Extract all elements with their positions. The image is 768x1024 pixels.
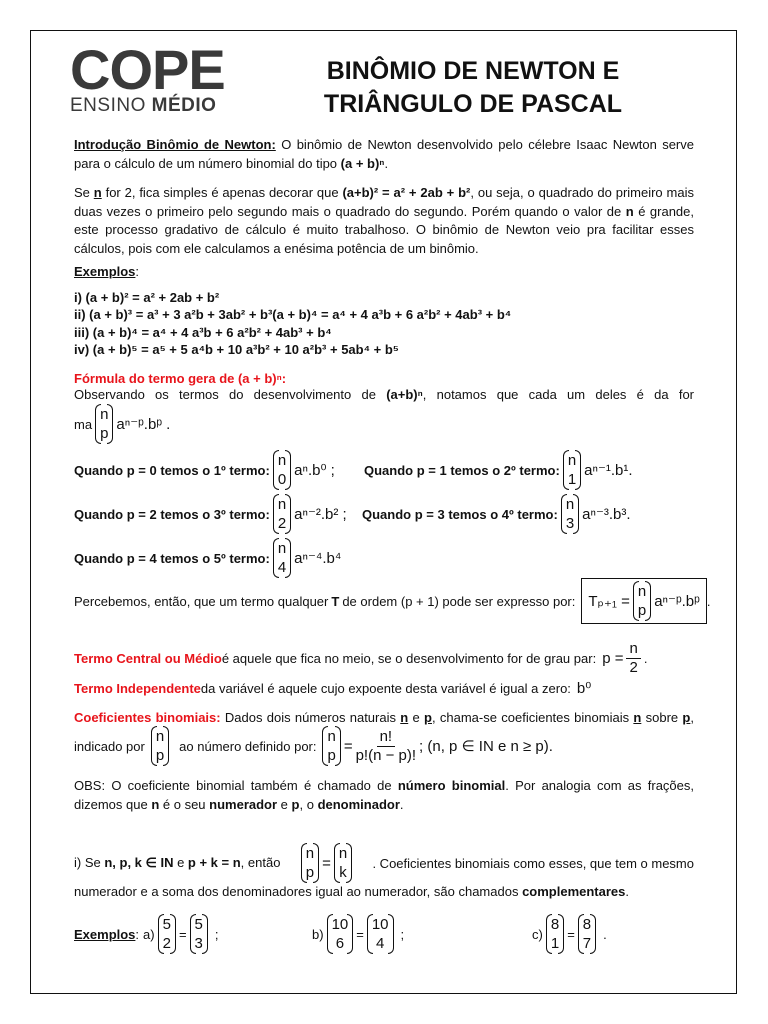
- obs-paragraph: [74, 777, 694, 814]
- binomial: [327, 914, 354, 954]
- var-n: n: [633, 710, 642, 725]
- example-tag: c): [532, 926, 543, 942]
- text: .: [603, 926, 607, 942]
- var-n: n: [93, 185, 102, 200]
- var-n: n: [400, 710, 409, 725]
- colon: :: [135, 926, 140, 942]
- fraction: [356, 728, 416, 765]
- title-line-2: TRIÂNGULO DE PASCAL: [323, 90, 623, 118]
- text: e: [408, 710, 425, 725]
- text: indicado por: [74, 738, 145, 754]
- binom-top: n: [277, 496, 287, 513]
- term-2: [364, 450, 633, 490]
- condition: p + k = n: [187, 855, 241, 870]
- logo-brand: COPE: [70, 38, 225, 101]
- binom-bottom: p: [637, 602, 647, 619]
- binomial: [95, 404, 113, 444]
- binom-bottom: p: [327, 747, 336, 764]
- square-formula: (a+b)² = a² + 2ab + b²: [342, 185, 471, 200]
- term-expression: aⁿ.b⁰ ;: [294, 462, 335, 479]
- binomial: [158, 914, 176, 954]
- numerator: n!: [377, 728, 396, 747]
- text: .: [643, 651, 648, 666]
- page-title: [290, 55, 656, 121]
- term-expression: aⁿ⁻³.b³.: [582, 506, 631, 523]
- term-expression: aⁿ⁻².b² ;: [294, 506, 347, 523]
- example-tag: a): [143, 926, 155, 942]
- generic-term: [74, 404, 170, 444]
- binom-top: 5: [162, 916, 171, 933]
- colon: :: [135, 264, 140, 279]
- binom-top: n: [155, 728, 165, 745]
- text: sobre: [641, 710, 683, 725]
- coef-label: Coeficientes binomiais:: [74, 710, 221, 725]
- logo-sub-light: ENSINO: [70, 95, 152, 116]
- complementary-line: [74, 843, 694, 883]
- binom-bottom: 1: [567, 471, 577, 488]
- term-expression: aⁿ⁻⁴.b⁴: [294, 550, 342, 567]
- text: . Por analogia com as frações, dizemos que: [74, 778, 695, 812]
- text: é o seu: [159, 796, 210, 812]
- text: é grande, este processo gradativo de cálculo é muito trabalhoso. O binômio de Newton veio pra facilitar esses cálculos, pois com ele calculamos a enésima potência de um binômio.: [74, 203, 695, 256]
- binom-bottom: p: [155, 747, 165, 764]
- term-4: [362, 494, 631, 534]
- independent-term: [74, 679, 591, 697]
- var-p: p: [291, 796, 300, 812]
- binomial: [273, 538, 291, 578]
- text: ao número definido por:: [179, 738, 317, 754]
- binom-bottom: 2: [162, 935, 171, 952]
- binomial: [578, 914, 596, 954]
- binom-bottom: p: [305, 864, 315, 881]
- binomial: [563, 450, 581, 490]
- examples-label: Exemplos: [74, 264, 136, 279]
- term-label: Quando p = 1 temos o 2º termo:: [364, 462, 560, 478]
- bold-term: número binomial: [397, 778, 506, 793]
- binom-top: 5: [194, 916, 203, 933]
- formula-heading: Fórmula do termo gera de (a + b)ⁿ:: [74, 371, 287, 386]
- general-term-box: [581, 578, 706, 624]
- formula-observation: [74, 386, 694, 405]
- binom-top: 8: [582, 916, 592, 933]
- binom-top: 10: [371, 916, 389, 933]
- binom-top: n: [327, 728, 336, 745]
- bold-term: denominador: [317, 796, 400, 812]
- binom-bottom: 4: [277, 559, 287, 576]
- text: e: [277, 796, 292, 812]
- text: ma: [74, 416, 93, 432]
- binomial: [273, 450, 291, 490]
- condition: ; (n, p ∈ IN e n ≥ p).: [419, 738, 553, 755]
- term-label: Quando p = 3 temos o 4º termo:: [362, 506, 558, 522]
- binomial: [561, 494, 579, 534]
- central-term: [74, 640, 647, 677]
- binom-bottom: 0: [277, 471, 287, 488]
- text: Percebemos, então, que um termo qualquer: [74, 593, 329, 609]
- text: Dados dois números naturais: [220, 710, 401, 725]
- text: for 2, fica simples é apenas decorar que: [101, 185, 343, 200]
- binomial: [301, 843, 319, 883]
- text: da variável é aquele cujo expoente desta variável é igual a zero:: [200, 680, 571, 696]
- binomial: [190, 914, 208, 954]
- text: numerador e a soma dos denominadores igual ao numerador, são chamados: [74, 884, 523, 899]
- binom-bottom: 3: [194, 935, 203, 952]
- intro-paragraph: [74, 136, 694, 173]
- binomial: [334, 843, 352, 883]
- independent-label: Termo Independente: [74, 680, 201, 696]
- example-tag: b): [312, 926, 324, 942]
- text: .: [625, 884, 630, 899]
- complementary-line-2: [74, 883, 694, 902]
- text: é aquele que fica no meio, se o desenvolvimento for de grau par:: [221, 651, 597, 666]
- example-item: iii) (a + b)⁴ = a⁴ + 4 a³b + 6 a²b² + 4ab³ + b⁴: [74, 324, 332, 340]
- equals: =: [567, 926, 575, 942]
- var-n: n: [625, 203, 634, 219]
- intro-text: O binômio de Newton desenvolvido pelo célebre Isaac Newton serve para o cálculo de um número binomial do tipo: [74, 137, 694, 171]
- binom-top: n: [637, 583, 647, 600]
- central-label: Termo Central ou Médio: [74, 651, 222, 666]
- complementary-example-c: [532, 914, 607, 954]
- text: ;: [400, 926, 405, 942]
- cope-logo: [70, 38, 225, 116]
- binomial: [322, 726, 340, 766]
- var-p: p: [682, 710, 691, 725]
- coef-definition: [74, 726, 553, 766]
- binom-bottom: 4: [376, 935, 385, 952]
- equals: =: [322, 854, 331, 872]
- equals: =: [343, 737, 353, 755]
- binom-top: 10: [331, 916, 349, 933]
- formula: (a+b)ⁿ: [386, 387, 423, 402]
- binom-top: 8: [550, 916, 560, 933]
- binom-top: n: [565, 496, 575, 513]
- term-expression: aⁿ⁻ᵖ.bᵖ .: [116, 416, 171, 433]
- logo-subtitle: [70, 96, 225, 116]
- equals: =: [356, 926, 364, 942]
- text: ;: [214, 926, 219, 942]
- denominator: p!(n − p)!: [355, 746, 417, 764]
- intro-formula: (a + b)ⁿ: [340, 155, 385, 171]
- examples-list: [74, 289, 694, 358]
- complementary-examples: [74, 914, 219, 954]
- text: , chama-se coeficientes binomiais: [431, 710, 634, 725]
- binom-top: n: [100, 406, 109, 423]
- var-n: n: [151, 796, 160, 812]
- text: , então: [240, 855, 281, 870]
- binomial: [546, 914, 564, 954]
- general-rhs: aⁿ⁻ᵖ.bᵖ: [654, 593, 700, 610]
- binom-top: n: [338, 845, 348, 862]
- binom-top: n: [305, 845, 315, 862]
- term-1: [74, 450, 335, 490]
- binomial: [367, 914, 394, 954]
- binom-bottom: 2: [277, 515, 287, 532]
- bold-term: numerador: [209, 796, 278, 812]
- title-line-1: BINÔMIO DE NEWTON E: [326, 57, 620, 85]
- binom-bottom: k: [339, 864, 347, 881]
- binom-bottom: p: [100, 425, 109, 442]
- term-label: Quando p = 2 temos o 3º termo:: [74, 506, 270, 522]
- text: , ou seja, o quadrado do primeiro mais duas vezes o primeiro pelo segundo mais o quadrado do segundo. Porém quando o valor de: [74, 185, 694, 219]
- text: ,: [690, 710, 694, 725]
- example-item: i) (a + b)² = a² + 2ab + b²: [74, 290, 220, 305]
- binomial: [633, 581, 651, 621]
- equals: =: [178, 926, 187, 942]
- fraction: [626, 640, 640, 677]
- formula: b⁰: [576, 680, 592, 697]
- binom-top: n: [567, 452, 577, 469]
- examples-heading: [74, 263, 694, 282]
- text: , o: [299, 796, 318, 812]
- general-lhs: Tₚ₊₁ =: [588, 593, 630, 610]
- binom-top: n: [277, 452, 287, 469]
- binomial: [151, 726, 169, 766]
- bold-term: complementares: [522, 884, 626, 899]
- var-p: p: [424, 710, 432, 725]
- logo-sub-bold: MÉDIO: [151, 95, 217, 116]
- binomial: [273, 494, 291, 534]
- intro-end: .: [384, 155, 389, 171]
- general-term: [74, 578, 710, 624]
- text: .: [706, 593, 711, 609]
- condition: n, p, k ∈ IN: [104, 855, 174, 870]
- binom-top: n: [277, 540, 287, 557]
- n2-paragraph: [74, 184, 694, 258]
- var-T: T: [331, 593, 340, 609]
- term-5: [74, 538, 341, 578]
- term-3: [74, 494, 347, 534]
- formula: p =: [602, 650, 624, 667]
- coef-paragraph: [74, 709, 694, 728]
- term-label: Quando p = 0 temos o 1º termo:: [74, 462, 270, 478]
- numerator: n: [626, 640, 640, 659]
- text: , notamos que cada um deles é da for: [422, 387, 695, 402]
- term-label: Quando p = 4 temos o 5º termo:: [74, 550, 270, 566]
- term-expression: aⁿ⁻¹.b¹.: [584, 462, 633, 479]
- intro-label: Introdução Binômio de Newton:: [74, 137, 276, 152]
- text: . Coeficientes binomiais como esses, que tem o mesmo: [372, 855, 694, 871]
- text: Observando os termos do desenvolvimento de: [74, 387, 387, 402]
- text: i) Se: [74, 855, 105, 870]
- binom-bottom: 1: [550, 935, 560, 952]
- binom-bottom: 7: [582, 935, 592, 952]
- example-item: iv) (a + b)⁵ = a⁵ + 5 a⁴b + 10 a³b² + 10 a²b³ + 5ab⁴ + b⁵: [74, 341, 399, 357]
- text: OBS: O coeficiente binomial também é chamado de: [74, 778, 398, 793]
- example-item: ii) (a + b)³ = a³ + 3 a²b + 3ab² + b³(a + b)⁴ = a⁴ + 4 a³b + 6 a²b² + 4ab³ + b⁴: [74, 307, 512, 323]
- text: de ordem (p + 1) pode ser expresso por:: [342, 593, 576, 609]
- complementary-example-b: [312, 914, 404, 954]
- binom-bottom: 6: [335, 935, 345, 952]
- binom-bottom: 3: [565, 515, 575, 532]
- text: Se: [74, 185, 94, 200]
- denominator: 2: [629, 659, 638, 676]
- text: .: [399, 796, 404, 812]
- examples-label: Exemplos: [74, 926, 136, 942]
- text: e: [173, 855, 188, 870]
